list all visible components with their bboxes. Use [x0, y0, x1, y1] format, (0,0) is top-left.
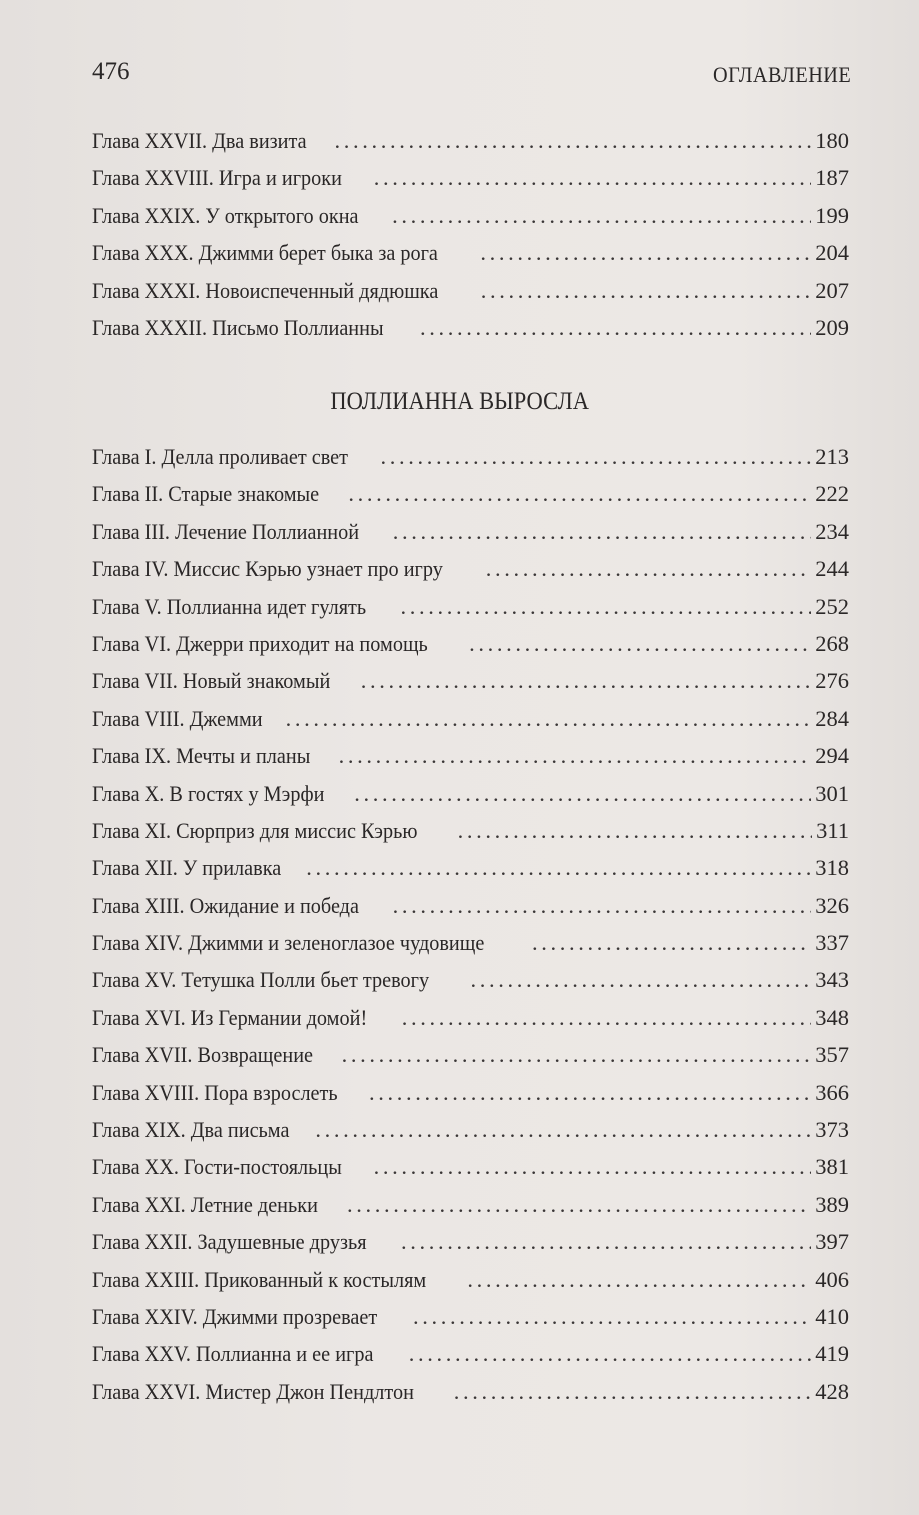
- toc-entry-title: Глава XXI. Летние деньки: [92, 1191, 318, 1217]
- toc-entry: [92, 278, 849, 315]
- toc-entry-title: Глава XVIII. Пора взрослеть: [92, 1079, 338, 1105]
- toc-entry: [92, 594, 849, 631]
- toc-entry: [92, 1080, 849, 1117]
- toc-entry-page: 284: [815, 705, 849, 731]
- leader-dots: [306, 855, 811, 881]
- toc-entry-title: Глава X. В гостях у Мэрфи: [92, 780, 325, 806]
- toc-entry-page: 207: [815, 277, 849, 303]
- toc-entry-title: Глава XXII. Задушевные друзья: [92, 1229, 367, 1255]
- toc-entry-page: 366: [815, 1079, 849, 1105]
- toc-entry-title: Глава XXVI. Мистер Джон Пендлтон: [92, 1378, 414, 1404]
- toc-entry-page: 301: [815, 780, 849, 806]
- toc-list-part2: [92, 444, 849, 1416]
- leader-dots: [315, 1117, 811, 1143]
- leader-dots: [420, 315, 811, 341]
- toc-entry: [92, 240, 849, 277]
- leader-dots: [374, 165, 812, 191]
- toc-entry: [92, 893, 849, 930]
- running-title: ОГЛАВЛЕНИЕ: [712, 62, 851, 87]
- toc-entry-page: 199: [815, 202, 849, 228]
- toc-entry-page: 268: [815, 630, 849, 656]
- toc-entry-page: 326: [815, 892, 849, 918]
- leader-dots: [401, 594, 812, 620]
- leader-dots: [339, 743, 812, 769]
- toc-entry: [92, 1154, 849, 1191]
- toc-entry-title: Глава XX. Гости-постояльцы: [92, 1154, 342, 1180]
- toc-entry-title: Глава XXXI. Новоиспеченный дядюшка: [92, 277, 439, 303]
- toc-entry-title: Глава XXVII. Два визита: [92, 128, 307, 153]
- toc-entry-title: Глава V. Поллианна идет гулять: [92, 593, 367, 619]
- toc-entry: [92, 165, 849, 202]
- toc-entry-title: Глава I. Делла проливает свет: [92, 444, 349, 469]
- toc-entry: [92, 1379, 849, 1416]
- toc-entry-title: Глава XV. Тетушка Полли бьет тревогу: [92, 967, 430, 993]
- toc-entry-title: Глава XXVIII. Игра и игроки: [92, 165, 342, 191]
- toc-entry-title: Глава VIII. Джемми: [92, 705, 263, 731]
- toc-entry-page: 180: [815, 128, 849, 153]
- toc-entry-page: 337: [815, 930, 849, 956]
- leader-dots: [481, 278, 811, 304]
- toc-entry-page: 252: [815, 593, 849, 619]
- toc-entry-title: Глава XVII. Возвращение: [92, 1042, 314, 1068]
- leader-dots: [467, 1267, 811, 1293]
- leader-dots: [342, 1042, 812, 1068]
- leader-dots: [458, 818, 812, 844]
- toc-entry: [92, 1229, 849, 1266]
- leader-dots: [402, 1005, 811, 1031]
- toc-entry-title: Глава XXX. Джимми берет быка за рога: [92, 240, 438, 266]
- toc-entry-page: 209: [815, 314, 849, 340]
- toc-list-part1: [92, 128, 849, 352]
- leader-dots: [347, 1192, 811, 1218]
- toc-entry-title: Глава XXIII. Прикованный к костылям: [92, 1266, 427, 1292]
- leader-dots: [480, 240, 811, 266]
- toc-entry-page: 234: [815, 518, 849, 544]
- toc-entry-title: Глава III. Лечение Поллианной: [92, 518, 360, 544]
- toc-entry-page: 389: [815, 1191, 849, 1217]
- toc-entry-page: 373: [815, 1117, 849, 1143]
- leader-dots: [486, 556, 811, 582]
- leader-dots: [413, 1304, 811, 1330]
- toc-entry: [92, 930, 849, 967]
- toc-entry-page: 343: [815, 967, 849, 993]
- toc-entry-page: 187: [815, 165, 849, 191]
- toc-entry-title: Глава VII. Новый знакомый: [92, 668, 331, 694]
- leader-dots: [393, 893, 812, 919]
- toc-entry-page: 357: [815, 1042, 849, 1068]
- toc-entry: [92, 855, 849, 892]
- toc-entry: [92, 519, 849, 556]
- toc-entry-page: 318: [815, 855, 849, 881]
- toc-entry: [92, 556, 849, 593]
- leader-dots: [374, 1154, 812, 1180]
- toc-entry: [92, 1042, 849, 1079]
- toc-entry: [92, 1267, 849, 1304]
- toc-entry-page: 276: [815, 668, 849, 694]
- leader-dots: [454, 1379, 812, 1405]
- toc-entry: [92, 818, 849, 855]
- toc-entry-page: 311: [816, 817, 849, 843]
- leader-dots: [380, 444, 811, 470]
- leader-dots: [532, 930, 811, 956]
- leader-dots: [361, 668, 811, 694]
- toc-entry: [92, 1341, 849, 1378]
- toc-entry: [92, 706, 849, 743]
- toc-entry-page: 419: [815, 1341, 849, 1367]
- leader-dots: [471, 967, 812, 993]
- toc-entry-title: Глава XXIV. Джимми прозревает: [92, 1303, 378, 1329]
- toc-entry: [92, 781, 849, 818]
- toc-entry: [92, 444, 849, 481]
- leader-dots: [348, 481, 811, 507]
- toc-entry: [92, 203, 849, 240]
- toc-entry-title: Глава XXV. Поллианна и ее игра: [92, 1341, 374, 1367]
- toc-entry: [92, 743, 849, 780]
- toc-entry: [92, 1005, 849, 1042]
- toc-entry: [92, 315, 849, 352]
- toc-entry-title: Глава II. Старые знакомые: [92, 481, 320, 507]
- toc-entry: [92, 1304, 849, 1341]
- toc-entry-page: 204: [815, 240, 849, 266]
- page-number: 476: [92, 58, 130, 85]
- section-heading: ПОЛЛИАННА ВЫРОСЛА: [330, 388, 589, 415]
- toc-entry: [92, 1117, 849, 1154]
- leader-dots: [392, 203, 811, 229]
- leader-dots: [286, 706, 812, 732]
- leader-dots: [369, 1080, 811, 1106]
- toc-entry-page: 381: [815, 1154, 849, 1180]
- toc-entry-title: Глава XXXII. Письмо Поллианны: [92, 314, 384, 340]
- toc-entry-page: 294: [815, 743, 849, 769]
- leader-dots: [354, 781, 811, 807]
- toc-entry-title: Глава IX. Мечты и планы: [92, 743, 311, 769]
- toc-entry-title: Глава XXIX. У открытого окна: [92, 202, 359, 228]
- leader-dots: [469, 631, 811, 657]
- toc-entry-page: 213: [815, 444, 849, 469]
- toc-entry: [92, 128, 849, 165]
- toc-entry-page: 406: [815, 1266, 849, 1292]
- toc-entry-title: Глава XVI. Из Германии домой!: [92, 1004, 368, 1030]
- leader-dots: [393, 519, 811, 545]
- toc-entry-page: 428: [815, 1378, 849, 1404]
- toc-entry-page: 244: [815, 556, 849, 582]
- toc-entry-title: Глава XIX. Два письма: [92, 1117, 290, 1143]
- toc-entry-title: Глава XIII. Ожидание и победа: [92, 892, 359, 918]
- toc-entry-title: Глава XIV. Джимми и зеленоглазое чудовище: [92, 930, 485, 956]
- leader-dots: [401, 1229, 811, 1255]
- toc-entry-page: 397: [815, 1229, 849, 1255]
- toc-entry-title: Глава XII. У прилавка: [92, 855, 282, 881]
- leader-dots: [409, 1341, 812, 1367]
- toc-entry: [92, 481, 849, 518]
- toc-entry-page: 410: [815, 1303, 849, 1329]
- toc-entry-title: Глава IV. Миссис Кэрью узнает про игру: [92, 556, 443, 582]
- toc-entry-title: Глава VI. Джерри приходит на помощь: [92, 630, 428, 656]
- leader-dots: [334, 128, 811, 154]
- toc-entry: [92, 967, 849, 1004]
- toc-entry-page: 222: [815, 481, 849, 507]
- toc-entry-page: 348: [815, 1004, 849, 1030]
- toc-entry-title: Глава XI. Сюрприз для миссис Кэрью: [92, 817, 418, 843]
- toc-entry: [92, 668, 849, 705]
- toc-entry: [92, 1192, 849, 1229]
- toc-entry: [92, 631, 849, 668]
